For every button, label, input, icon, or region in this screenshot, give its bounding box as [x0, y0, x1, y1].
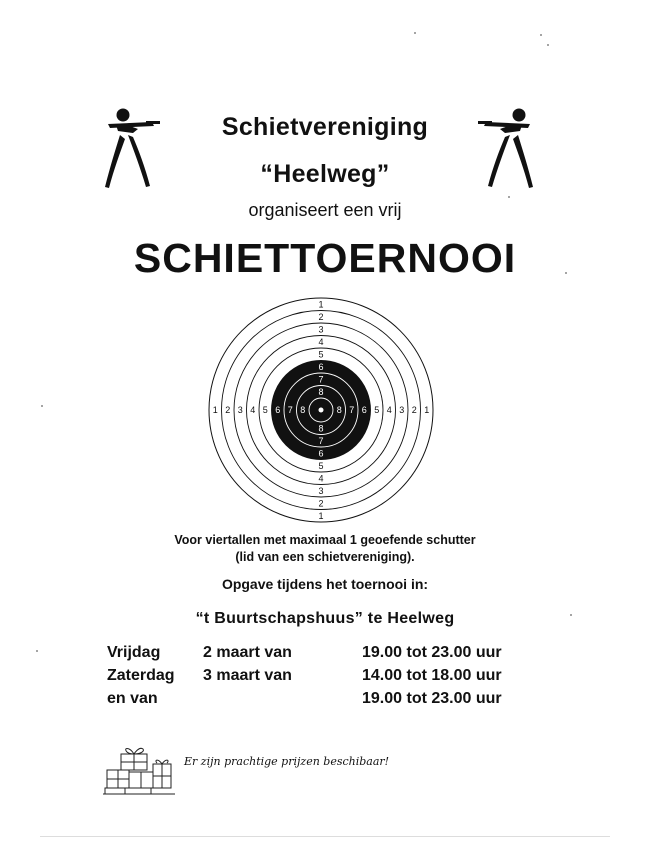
scan-speck	[36, 650, 38, 652]
target-ring-label: 8	[318, 423, 324, 434]
target-bullseye	[319, 408, 324, 413]
target-ring-label: 6	[318, 448, 324, 459]
schedule-row	[107, 667, 547, 689]
target-ring-label: 2	[225, 405, 231, 415]
target-ring-label: 7	[287, 405, 293, 415]
scan-speck	[540, 34, 542, 36]
team-info: Voor viertallen met maximaal 1 geoefende schutter	[174, 533, 476, 547]
schedule-row	[107, 644, 547, 666]
target-ring-label: 4	[318, 473, 324, 484]
schedule-date: 3 maart van	[203, 667, 292, 684]
schedule-time: 14.00 tot 18.00 uur	[362, 667, 502, 684]
target-ring-label: 2	[318, 498, 324, 509]
scan-speck	[414, 32, 416, 34]
schedule-row	[107, 690, 547, 712]
target-ring-label: 7	[318, 435, 324, 446]
prizes-note: Er zijn prachtige prijzen beschibaar!	[184, 755, 390, 768]
venue: “t Buurtschapshuus” te Heelweg	[195, 610, 455, 627]
target-ring-label: 8	[336, 405, 342, 415]
scan-speck	[565, 272, 567, 274]
target-ring-label: 8	[318, 386, 324, 397]
scan-speck	[508, 196, 510, 198]
target-ring-label: 6	[361, 405, 367, 415]
target-ring-label: 2	[318, 311, 324, 322]
schedule-time: 19.00 tot 23.00 uur	[362, 690, 502, 707]
gift-boxes-icon	[103, 740, 175, 795]
schedule-day: Vrijdag	[107, 644, 161, 661]
team-info-note: (lid van een schietvereniging).	[235, 550, 415, 564]
shooting-target	[208, 297, 434, 523]
scan-speck	[570, 614, 572, 616]
target-ring-label: 3	[237, 405, 243, 415]
organizes-text: organiseert een vrij	[248, 200, 402, 220]
target-ring-label: 4	[250, 405, 256, 415]
club-subname: “Heelweg”	[260, 160, 390, 188]
target-ring-label: 6	[318, 361, 324, 372]
scan-edge-line	[40, 836, 610, 837]
club-name: Schietvereniging	[221, 113, 429, 141]
target-ring-label: 4	[318, 336, 324, 347]
target-ring-label: 6	[275, 405, 281, 415]
schedule-date: 2 maart van	[203, 644, 292, 661]
target-ring-label: 3	[318, 324, 324, 335]
target-ring-label: 1	[318, 299, 324, 310]
target-ring-label: 8	[300, 405, 306, 415]
target-ring-label: 5	[318, 460, 324, 471]
target-ring-label: 5	[374, 405, 380, 415]
target-ring-label: 5	[262, 405, 268, 415]
target-ring-label: 5	[318, 349, 324, 360]
scan-speck	[41, 405, 43, 407]
schedule-day: Zaterdag	[107, 667, 175, 684]
scan-speck	[547, 44, 549, 46]
target-ring-label: 7	[318, 374, 324, 385]
target-ring-label: 2	[411, 405, 417, 415]
target-ring-label: 3	[399, 405, 405, 415]
target-ring-label: 1	[318, 510, 324, 521]
schedule-day: en van	[107, 690, 158, 707]
target-ring-label: 7	[349, 405, 355, 415]
target-ring-label: 3	[318, 485, 324, 496]
event-title: SCHIETTOERNOOI	[133, 235, 517, 281]
registration-info: Opgave tijdens het toernooi in:	[221, 576, 429, 592]
target-ring-label: 4	[386, 405, 392, 415]
target-ring-label: 1	[212, 405, 218, 415]
schedule-time: 19.00 tot 23.00 uur	[362, 644, 502, 661]
target-ring-label: 1	[424, 405, 430, 415]
